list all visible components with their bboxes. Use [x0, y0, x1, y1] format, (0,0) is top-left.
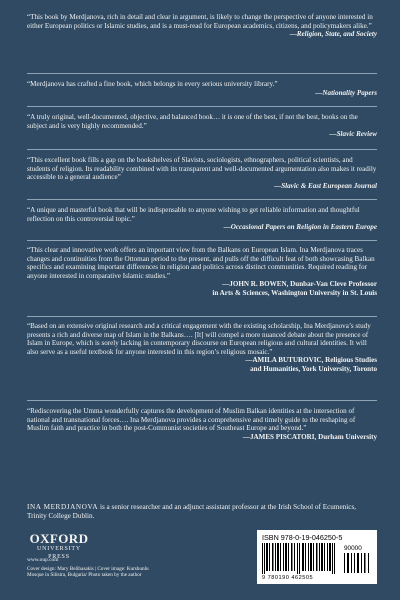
review-text: “A truly original, well-documented, objective, and balanced book… it is one of the best, if not the best, books on the subject and is very highly recommended.”	[27, 113, 358, 130]
author-name: INA MERDJANOVA	[27, 503, 99, 511]
author-bio-text: is a senior researcher and an adjunct assistant professor at the Irish School of Ecumenics, Trinity College Dublin.	[27, 503, 357, 520]
review-nationality-papers	[27, 80, 377, 97]
review-source: —Nationality Papers	[315, 88, 377, 97]
review-slavic-review	[27, 113, 377, 139]
divider	[27, 240, 377, 241]
review-source: —Occasional Papers on Religion in Eastern Europe	[223, 223, 377, 232]
review-slavic-east-european-journal	[27, 156, 377, 190]
divider	[27, 199, 377, 200]
review-religion-state-society	[27, 13, 377, 39]
author-bio	[27, 503, 377, 521]
divider	[27, 400, 377, 401]
review-source: —Religion, State, and Society	[289, 30, 377, 39]
divider	[27, 149, 377, 150]
review-text: “Merdjanova has crafted a fine book, which belongs in every serious university library.”	[27, 80, 278, 88]
publisher-url: www.oup.com	[27, 557, 59, 563]
review-source: —Slavic & East European Journal	[274, 181, 377, 190]
review-text: “This book by Merdjanova, rich in detail and clear in argument, is likely to change the perspective of anyone interested in either European politics or Islamic studies, and is a must-read for European academics, citizens, and policymakers alike.”	[27, 13, 373, 30]
review-james-piscatori	[27, 407, 377, 441]
review-text: “Rediscovering the Umma wonderfully captures the development of Muslim Balkan identities at the intersection of national and transnational forces…. Ina Merdjanova provides a comprehensive and timely guide to the reshaping of Muslim faith and practice in both the post-Communist societies of Southeast Europe and beyond.”	[27, 407, 356, 433]
divider	[27, 316, 377, 317]
review-amila-buturovic	[27, 322, 377, 374]
publisher-name: OXFORD	[29, 531, 89, 546]
review-source: —JAMES PISCATORI, Durham University	[242, 432, 377, 441]
reviewer-name: —JOHN R. BOWEN, Dunbar-Van Cleve Professor	[222, 280, 377, 289]
barcode	[262, 543, 340, 574]
reviewer-affiliation: in Arts & Sciences, Washington University in St. Louis	[212, 288, 377, 297]
price-code: 90000	[344, 545, 362, 552]
price-barcode	[344, 553, 372, 573]
review-text: “This excellent book fills a gap on the bookshelves of Slavists, sociologists, ethnographers, political scientists, and students of religion. Its readability combined with its transparent and well-documented argumentation also makes it readily accessible to a general audience”	[27, 156, 377, 182]
review-source	[27, 280, 377, 297]
barcode-digits: 9 780190 462505	[262, 575, 314, 581]
reviewer-name: —AMILA BUTUROVIC, Religious Studies	[245, 356, 377, 365]
review-text: “A unique and masterful book that will be indispensable to anyone wishing to get reliable information and thoughtful reflection on this controversial topic.”	[27, 206, 360, 223]
isbn-label: ISBN 978-0-19-046250-5	[262, 533, 343, 542]
review-text: “Based on an extensive original research and a critical engagement with the existing scholarship, Ina Merdjanova’s study presents a rich and diverse map of Islam in the Balkans…. [It] will compel a more nuanced debate about the presence of Islam in Europe, which is sorely lacking in contemporary discourse on European religious and cultural identities. It will also serve as a useful textbook for anyone interested in this region’s religious mosaic.”	[27, 322, 371, 356]
review-text: “This clear and innovative work offers an important view from the Balkans on European Islam. Ina Merdjanova traces changes and continuities from the Ottoman period to the present, and pulls off the difficult feat of both showcasing Balkan specifics and examining important differences in religion and politics across distinct communities. Required reading for anyone interested in comparative Islamic studies.”	[27, 246, 375, 280]
publisher-sub: UNIVERSITY PRESS	[37, 546, 81, 560]
cover-credits	[27, 566, 217, 579]
credits-line: Cover design: Mary Belibasakis | Cover image: Kurshunlu	[27, 566, 149, 572]
review-occasional-papers	[27, 206, 377, 232]
divider	[27, 73, 377, 74]
divider	[27, 106, 377, 107]
reviewer-affiliation: and Humanities, York University, Toronto	[250, 364, 377, 373]
review-source: —Slavic Review	[329, 130, 377, 139]
review-source	[27, 356, 377, 373]
credits-line: Mosque in Silistra, Bulgaria/ Photo taken by the author	[27, 572, 142, 579]
review-john-bowen	[27, 246, 377, 298]
